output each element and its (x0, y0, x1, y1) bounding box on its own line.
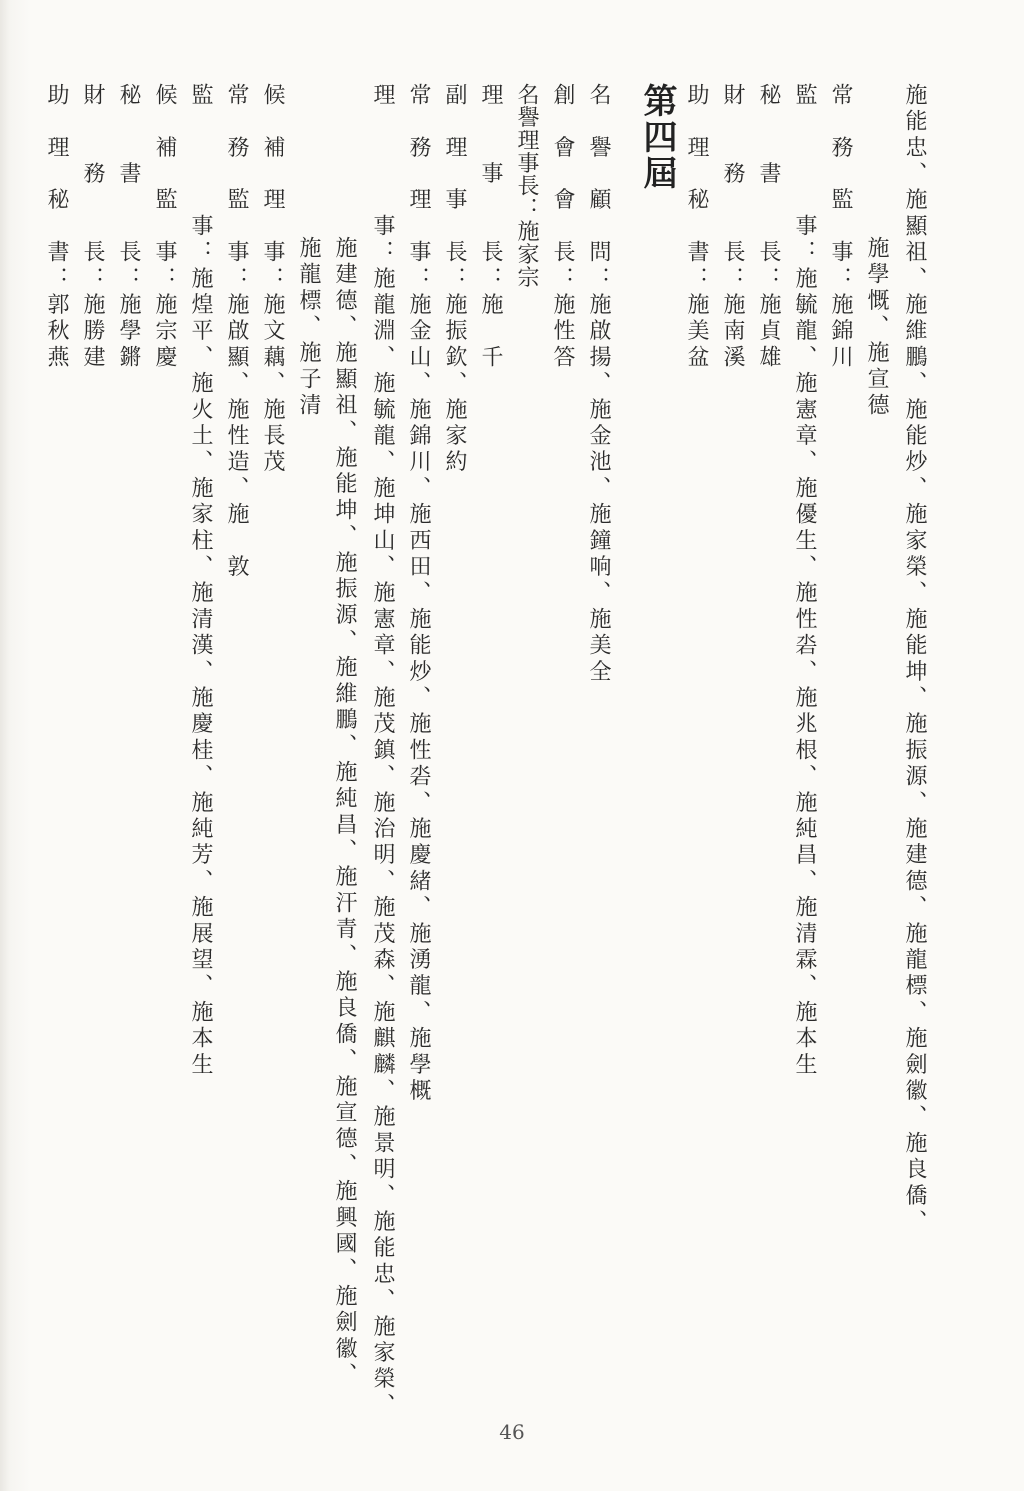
vice-chairman: 副 理 事 長：施振欽、施家約 (442, 83, 467, 476)
honorary-advisors: 名 譽 顧 問：施啟揚、施金池、施鐘响、施美全 (586, 83, 611, 686)
directors-line-1: 理 事：施龍淵、施毓龍、施坤山、施憲章、施茂鎮、施治明、施茂森、施麒麟、施景明、施能忠、施家榮、 (370, 83, 395, 1420)
prev-assistant-secretary: 助 理 秘 書：施美盆 (684, 83, 709, 372)
alternate-supervisor: 候 補 監 事：施宗慶 (152, 83, 177, 372)
directors-line-2: 施建德、施顯祖、施能坤、施振源、施維鵬、施純昌、施汗青、施良僑、施宣德、施興國、施劍徽、 (332, 236, 357, 1389)
page-number: 46 (499, 1420, 525, 1444)
supervisors: 監 事：施煌平、施火土、施家柱、施清漢、施慶桂、施純芳、施展望、施本生 (188, 83, 213, 1079)
standing-supervisors: 常 務 監 事：施啟顯、施性造、施 敦 (224, 83, 249, 581)
standing-directors: 常 務 理 事：施金山、施錦川、施西田、施能炒、施性沯、施慶緒、施湧龍、施學概 (406, 83, 431, 1105)
assistant-secretary: 助 理 秘 書：郭秋燕 (44, 83, 69, 372)
secretary-general: 秘 書 長：施學鏘 (116, 83, 141, 372)
prev-members-cont-1: 施能忠、施顯祖、施維鵬、施能炒、施家榮、施能坤、施振源、施建德、施龍標、施劍徽、施良僑、 (902, 83, 927, 1236)
prev-secretary-general: 秘 書 長：施貞雄 (756, 83, 781, 372)
prev-standing-supervisor: 常 務 監 事：施錦川 (828, 83, 853, 372)
treasurer: 財 務 長：施勝建 (80, 83, 105, 372)
prev-supervisors: 監 事：施毓龍、施憲章、施優生、施性沯、施兆根、施純昌、施清霖、施本生 (792, 83, 817, 1079)
founding-chairman: 創 會 會 長：施性答 (550, 83, 575, 372)
prev-treasurer: 財 務 長：施南溪 (720, 83, 745, 372)
alternate-directors: 候 補 理 事：施文藕、施長茂 (260, 83, 285, 476)
honorary-chairman: 名譽理事長：施家宗 (514, 83, 539, 289)
chairman: 理 事 長：施 千 (478, 83, 503, 372)
prev-members-cont-2: 施學慨、施宣德 (864, 236, 889, 420)
term-heading: 第四屆 (637, 83, 677, 191)
directors-line-3: 施龍標、施子清 (296, 236, 321, 420)
